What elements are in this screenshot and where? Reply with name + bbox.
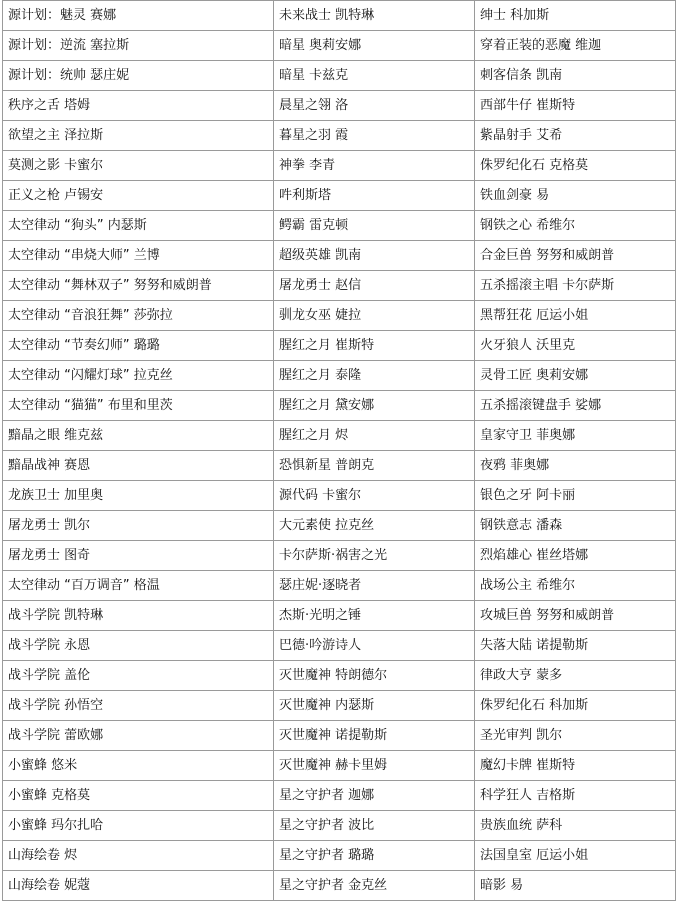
table-cell: 驯龙女巫 婕拉 xyxy=(274,301,475,331)
table-row xyxy=(3,421,676,451)
table-cell: 穿着正装的恶魔 维迦 xyxy=(475,31,676,61)
table-cell: 瑟庄妮·逐晓者 xyxy=(274,571,475,601)
table-cell: 战斗学院 孙悟空 xyxy=(3,691,274,721)
table-cell: 贵族血统 萨科 xyxy=(475,811,676,841)
table-cell: 源代码 卡蜜尔 xyxy=(274,481,475,511)
table-cell: 钢铁之心 希维尔 xyxy=(475,211,676,241)
table-cell: 西部牛仔 崔斯特 xyxy=(475,91,676,121)
table-cell: 龙族卫士 加里奥 xyxy=(3,481,274,511)
table-cell: 战场公主 希维尔 xyxy=(475,571,676,601)
table-cell: 太空律动 “百万调音” 格温 xyxy=(3,571,274,601)
table-row xyxy=(3,571,676,601)
table-cell: 黑帮狂花 厄运小姐 xyxy=(475,301,676,331)
table-cell: 暗星 奥莉安娜 xyxy=(274,31,475,61)
table-cell: 秩序之舌 塔姆 xyxy=(3,91,274,121)
table-row xyxy=(3,751,676,781)
table-row xyxy=(3,31,676,61)
table-cell: 山海绘卷 妮蔻 xyxy=(3,871,274,901)
table-cell: 太空律动 “音浪狂舞” 莎弥拉 xyxy=(3,301,274,331)
table-cell: 小蜜蜂 玛尔扎哈 xyxy=(3,811,274,841)
table-row xyxy=(3,601,676,631)
skin-list-table xyxy=(2,0,676,901)
table-cell: 源计划：统帅 瑟庄妮 xyxy=(3,61,274,91)
table-cell: 杰斯·光明之锤 xyxy=(274,601,475,631)
table-cell: 灭世魔神 赫卡里姆 xyxy=(274,751,475,781)
table-row xyxy=(3,511,676,541)
table-cell: 正义之枪 卢锡安 xyxy=(3,181,274,211)
table-cell: 失落大陆 诺提勒斯 xyxy=(475,631,676,661)
table-row xyxy=(3,391,676,421)
table-row xyxy=(3,841,676,871)
table-cell: 欲望之主 泽拉斯 xyxy=(3,121,274,151)
table-cell: 太空律动 “闪耀灯球” 拉克丝 xyxy=(3,361,274,391)
table-cell: 小蜜蜂 悠米 xyxy=(3,751,274,781)
table-cell: 科学狂人 吉格斯 xyxy=(475,781,676,811)
table-cell: 暮星之羽 霞 xyxy=(274,121,475,151)
table-cell: 火牙狼人 沃里克 xyxy=(475,331,676,361)
table-row xyxy=(3,691,676,721)
table-cell: 紫晶射手 艾希 xyxy=(475,121,676,151)
table-cell: 五杀摇滚主唱 卡尔萨斯 xyxy=(475,271,676,301)
table-cell: 灭世魔神 诺提勒斯 xyxy=(274,721,475,751)
table-cell: 合金巨兽 努努和威朗普 xyxy=(475,241,676,271)
table-cell: 侏罗纪化石 克格莫 xyxy=(475,151,676,181)
table-cell: 灭世魔神 内瑟斯 xyxy=(274,691,475,721)
table-row xyxy=(3,361,676,391)
table-cell: 晨星之翎 洛 xyxy=(274,91,475,121)
table-cell: 战斗学院 凯特琳 xyxy=(3,601,274,631)
table-row xyxy=(3,631,676,661)
table-row xyxy=(3,241,676,271)
table-cell: 太空律动 “狗头” 内瑟斯 xyxy=(3,211,274,241)
table-row xyxy=(3,181,676,211)
table-cell: 法国皇室 厄运小姐 xyxy=(475,841,676,871)
table-cell: 屠龙勇士 图奇 xyxy=(3,541,274,571)
table-cell: 屠龙勇士 凯尔 xyxy=(3,511,274,541)
table-row xyxy=(3,481,676,511)
table-cell: 太空律动 “串烧大师” 兰博 xyxy=(3,241,274,271)
table-cell: 山海绘卷 烬 xyxy=(3,841,274,871)
table-cell: 魔幻卡牌 崔斯特 xyxy=(475,751,676,781)
table-cell: 银色之牙 阿卡丽 xyxy=(475,481,676,511)
table-cell: 钢铁意志 潘森 xyxy=(475,511,676,541)
table-row xyxy=(3,721,676,751)
table-row xyxy=(3,871,676,901)
table-cell: 暗影 易 xyxy=(475,871,676,901)
table-cell: 皇家守卫 菲奥娜 xyxy=(475,421,676,451)
table-cell: 黯晶之眼 维克兹 xyxy=(3,421,274,451)
table-cell: 烈焰雄心 崔丝塔娜 xyxy=(475,541,676,571)
table-cell: 黯晶战神 赛恩 xyxy=(3,451,274,481)
table-cell: 星之守护者 金克丝 xyxy=(274,871,475,901)
table-cell: 绅士 科加斯 xyxy=(475,1,676,31)
table-cell: 吽利斯塔 xyxy=(274,181,475,211)
table-row xyxy=(3,211,676,241)
table-row xyxy=(3,541,676,571)
table-row xyxy=(3,151,676,181)
table-cell: 未来战士 凯特琳 xyxy=(274,1,475,31)
table-cell: 超级英雄 凯南 xyxy=(274,241,475,271)
table-cell: 腥红之月 泰隆 xyxy=(274,361,475,391)
table-cell: 战斗学院 永恩 xyxy=(3,631,274,661)
table-cell: 大元素使 拉克丝 xyxy=(274,511,475,541)
table-cell: 莫测之影 卡蜜尔 xyxy=(3,151,274,181)
table-cell: 源计划：魅灵 赛娜 xyxy=(3,1,274,31)
table-row xyxy=(3,661,676,691)
table-cell: 屠龙勇士 赵信 xyxy=(274,271,475,301)
table-cell: 战斗学院 蕾欧娜 xyxy=(3,721,274,751)
table-cell: 灭世魔神 特朗德尔 xyxy=(274,661,475,691)
table-cell: 神拳 李青 xyxy=(274,151,475,181)
table-row xyxy=(3,1,676,31)
skin-list-body xyxy=(3,1,676,901)
table-cell: 太空律动 “舞林双子” 努努和威朗普 xyxy=(3,271,274,301)
table-cell: 源计划：逆流 塞拉斯 xyxy=(3,31,274,61)
table-cell: 卡尔萨斯·祸害之光 xyxy=(274,541,475,571)
table-cell: 星之守护者 璐璐 xyxy=(274,841,475,871)
table-cell: 巴德·吟游诗人 xyxy=(274,631,475,661)
table-cell: 星之守护者 迦娜 xyxy=(274,781,475,811)
table-cell: 律政大亨 蒙多 xyxy=(475,661,676,691)
table-cell: 灵骨工匠 奥莉安娜 xyxy=(475,361,676,391)
table-cell: 铁血剑豪 易 xyxy=(475,181,676,211)
table-cell: 恐惧新星 普朗克 xyxy=(274,451,475,481)
table-cell: 太空律动 “猫猫” 布里和里茨 xyxy=(3,391,274,421)
table-cell: 腥红之月 烬 xyxy=(274,421,475,451)
table-cell: 暗星 卡兹克 xyxy=(274,61,475,91)
table-row xyxy=(3,301,676,331)
table-cell: 鳄霸 雷克顿 xyxy=(274,211,475,241)
table-cell: 星之守护者 波比 xyxy=(274,811,475,841)
table-cell: 夜鸦 菲奥娜 xyxy=(475,451,676,481)
table-cell: 战斗学院 盖伦 xyxy=(3,661,274,691)
table-cell: 腥红之月 黛安娜 xyxy=(274,391,475,421)
table-cell: 攻城巨兽 努努和威朗普 xyxy=(475,601,676,631)
table-cell: 小蜜蜂 克格莫 xyxy=(3,781,274,811)
table-row xyxy=(3,781,676,811)
table-cell: 刺客信条 凯南 xyxy=(475,61,676,91)
table-cell: 腥红之月 崔斯特 xyxy=(274,331,475,361)
table-row xyxy=(3,61,676,91)
table-cell: 侏罗纪化石 科加斯 xyxy=(475,691,676,721)
table-row xyxy=(3,91,676,121)
table-cell: 五杀摇滚键盘手 娑娜 xyxy=(475,391,676,421)
table-row xyxy=(3,121,676,151)
table-row xyxy=(3,331,676,361)
table-row xyxy=(3,811,676,841)
table-cell: 太空律动 “节奏幻师” 璐璐 xyxy=(3,331,274,361)
table-cell: 圣光审判 凯尔 xyxy=(475,721,676,751)
table-row xyxy=(3,451,676,481)
table-row xyxy=(3,271,676,301)
